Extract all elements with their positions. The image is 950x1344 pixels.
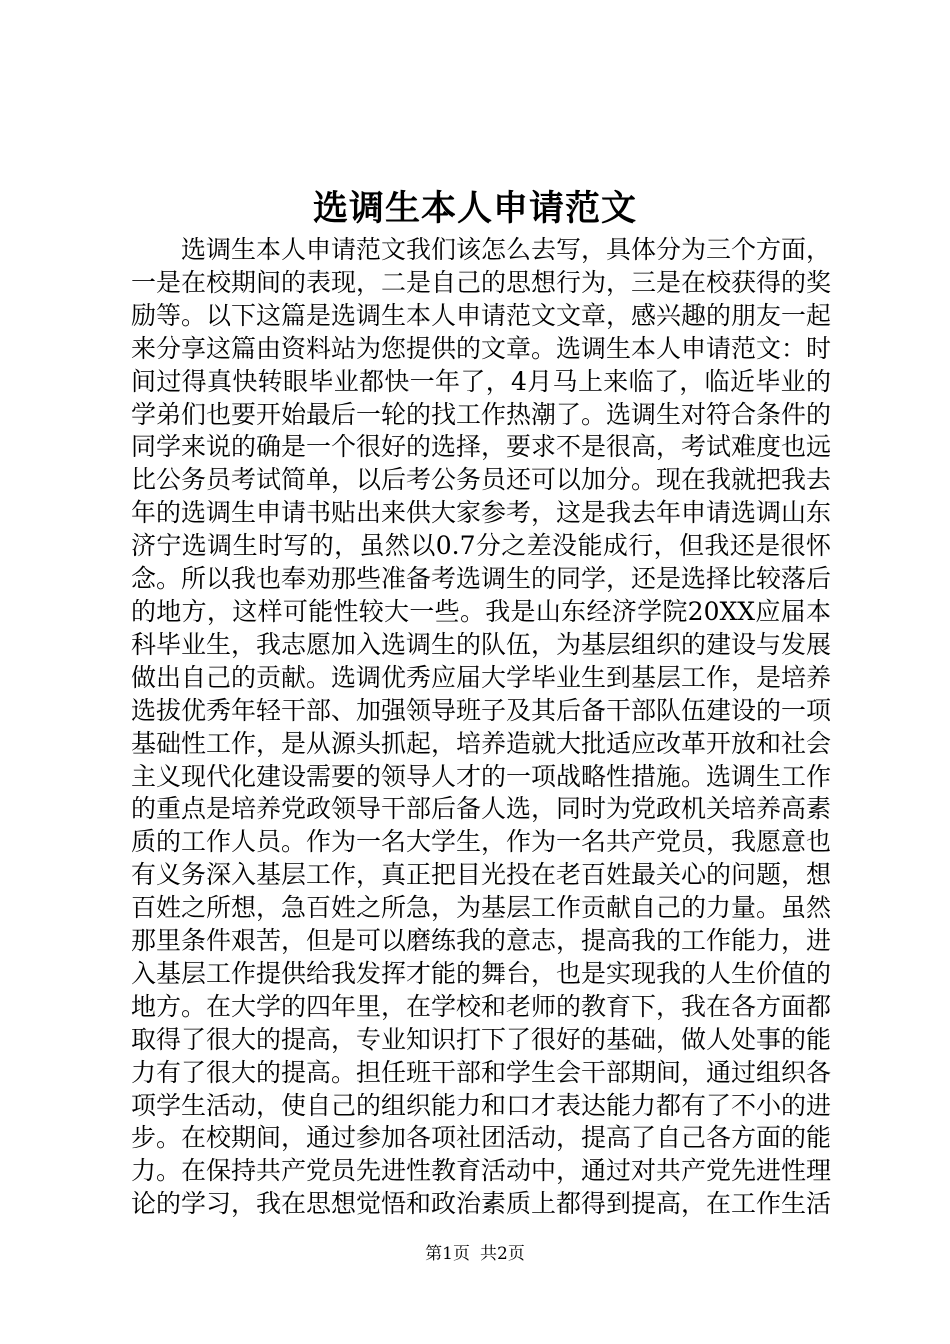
- page-number-current: 第1页: [425, 1244, 470, 1264]
- page-number-total: 共2页: [480, 1244, 525, 1264]
- document-body: 选调生本人申请范文我们该怎么去写，具体分为三个方面，一是在校期间的表现，二是自己的思想行为，三是在校获得的奖励等。以下这篇是选调生本人申请范文文章，感兴趣的朋友一起来分享这篇由资料站为您提供的文章。选调生本人申请范文：时间过得真快转眼毕业都快一年了，4月马上来临了，临近毕业的学弟们也要开始最后一轮的找工作热潮了。选调生对符合条件的同学来说的确是一个很好的选择，要求不是很高，考试难度也远比公务员考试简单，以后考公务员还可以加分。现在我就把我去年的选调生申请书贴出来供大家参考，这是我去年申请选调山东济宁选调生时写的，虽然以0.7分之差没能成行，但我还是很怀念。所以我也奉劝那些准备考选调生的同学，还是选择比较落后的地方，这样可能性较大一些。我是山东经济学院20XX应届本科毕业生，我志愿加入选调生的队伍，为基层组织的建设与发展做出自己的贡献。选调优秀应届大学毕业生到基层工作，是培养选拔优秀年轻干部、加强领导班子及其后备干部队伍建设的一项基础性工作，是从源头抓起，培养造就大批适应改革开放和社会主义现代化建设需要的领导人才的一项战略性措施。选调生工作的重点是培养党政领导干部后备人选，同时为党政机关培养高素质的工作人员。作为一名大学生，作为一名共产党员，我愿意也有义务深入基层工作，真正把目光投在老百姓最关心的问题，想百姓之所想，急百姓之所急，为基层工作贡献自己的力量。虽然那里条件艰苦，但是可以磨练我的意志，提高我的工作能力，进入基层工作提供给我发挥才能的舞台，也是实现我的人生价值的地方。在大学的四年里，在学校和老师的教育下，我在各方面都取得了很大的提高，专业知识打下了很好的基础，做人处事的能力有了很大的提高。担任班干部和学生会干部期间，通过组织各项学生活动，使自己的组织能力和口才表达能力都有了不小的进步。在校期间，通过参加各项社团活动，提高了自己各方面的能力。在保持共产党员先进性教育活动中，通过对共产党先进性理论的学习，我在思想觉悟和政治素质上都得到提高，在工作生活: [131, 235, 832, 1219]
- document-title: 选调生本人申请范文: [312, 188, 637, 229]
- page-footer: [0, 1242, 950, 1266]
